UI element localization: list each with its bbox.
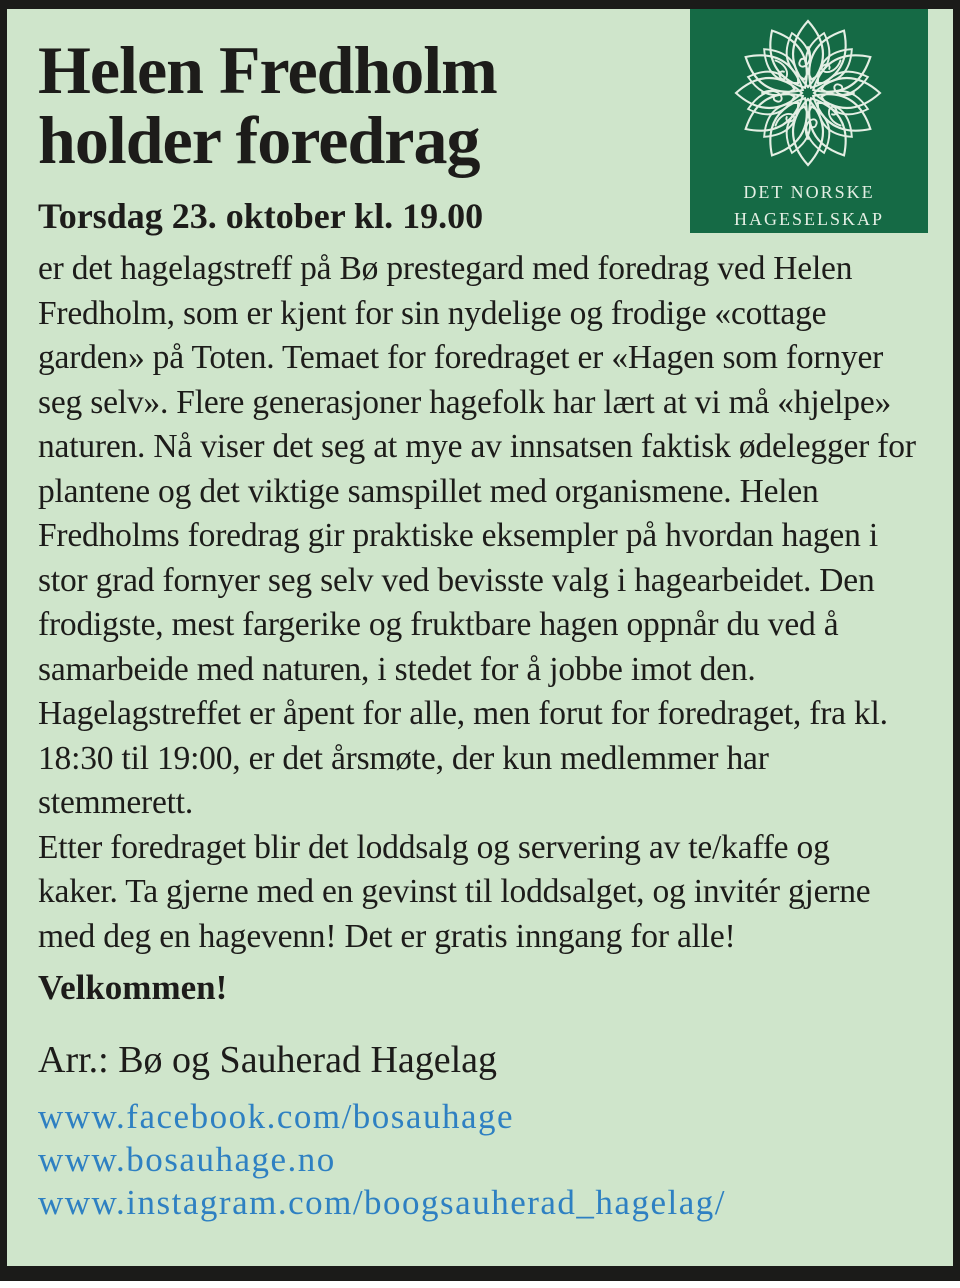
website-link[interactable]: www.bosauhage.no	[38, 1140, 336, 1179]
body-paragraph-1: er det hagelagstreff på Bø prestegard med foredrag ved Helen Fredholm, som er kjent for sin nydelige og frodige «cottage garden» på Toten. Temaet for foredraget er «Hagen som fornyer seg selv». Flere generasjoner hagefolk har lært at vi må «hjelpe» naturen. Nå viser det seg at mye av innsatsen faktisk ødelegger for plantene og det viktige samspillet med organismene. Helen Fredholms foredrag gir praktiske eksempler på hvordan hagen i stor grad fornyer seg selv ved bevisste valg i hagearbeidet. Den frodigste, mest fargerike og fruktbare hagen oppnår du ved å samarbeide med naturen, i stedet for å jobbe imot den.	[38, 250, 916, 688]
logo-org-line-2: HAGESELSKAP	[733, 209, 885, 229]
facebook-link[interactable]: www.facebook.com/bosauhage	[38, 1097, 515, 1136]
organizer-text: Arr.: Bø og Sauherad Hagelag	[38, 1039, 498, 1081]
instagram-link[interactable]: www.instagram.com/boogsauherad_hagelag/	[38, 1183, 726, 1222]
body-paragraph-3: Etter foredraget blir det loddsalg og servering av te/kaffe og kaker. Ta gjerne med en gevinst til loddsalget, og invitér gjerne med deg en hagevenn! Det er gratis inngang for alle!	[38, 828, 871, 955]
rosette-mandala-icon	[690, 9, 928, 233]
title-line-1: Helen Fredholm	[38, 32, 497, 108]
event-datetime: Torsdag 23. oktober kl. 19.00	[38, 196, 484, 236]
page-title	[38, 32, 658, 178]
hageselskap-logo	[690, 9, 928, 233]
welcome-text: Velkommen!	[38, 968, 228, 1007]
social-links	[38, 1095, 917, 1224]
body-paragraph-2: Hagelagstreffet er åpent for alle, men forut for foredraget, fra kl. 18:30 til 19:00, er det årsmøte, der kun medlemmer har stemmerett.	[38, 695, 888, 821]
title-line-2: holder foredrag	[38, 102, 480, 178]
logo-org-line-1: DET NORSKE	[743, 182, 875, 202]
